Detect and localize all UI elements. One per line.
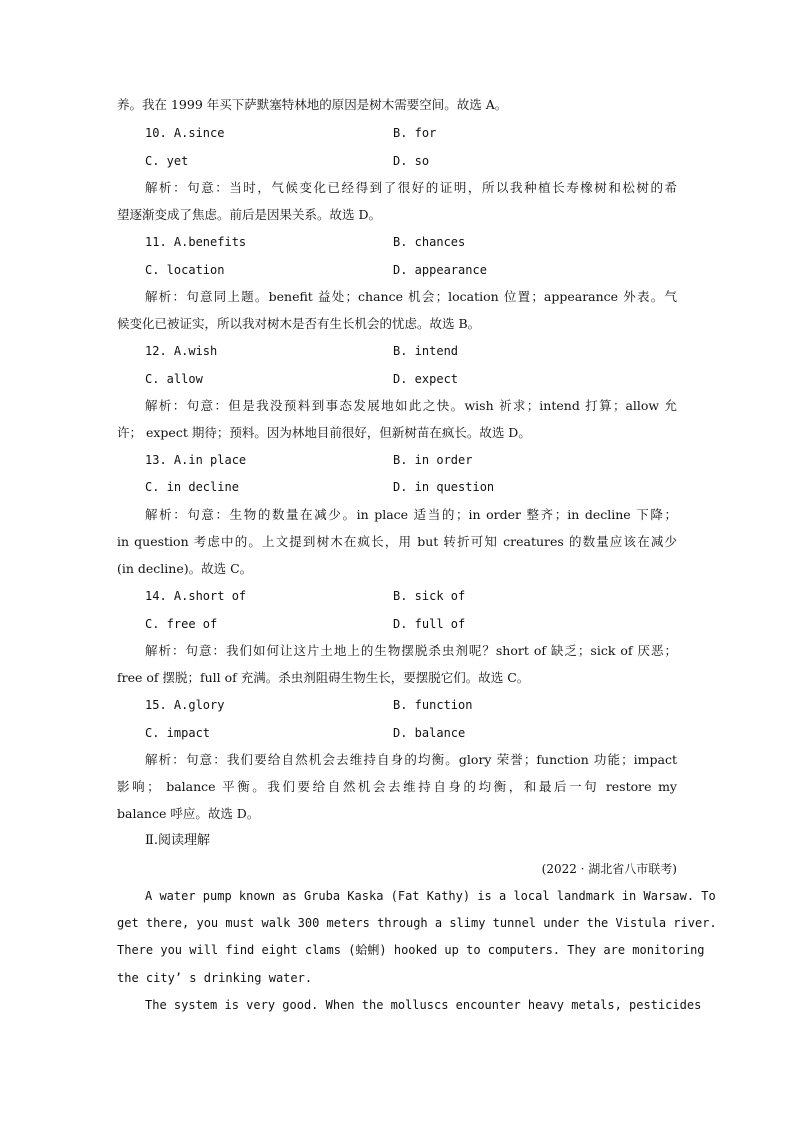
option-a: 14. A.short of	[145, 589, 247, 603]
option-c: C. impact	[145, 726, 211, 740]
source-note: (2022 · 湖北省八市联考)	[541, 862, 677, 876]
explanation-line: 候变化已被证实，所以我对树木是否有生长机会的忧虑。故选 B。	[117, 316, 481, 331]
option-b: B. in order	[393, 453, 473, 467]
option-a: 11. A.benefits	[145, 235, 247, 249]
explanation-line: 解析：句意：当时，气候变化已经得到了很好的证明，所以我种植长寿橡树和松树的希	[145, 180, 677, 195]
explanation-line: 解析：句意同上题。benefit 益处；chance 机会；location 位置；appearance 外表。气	[145, 289, 677, 304]
option-d: D. so	[393, 154, 430, 168]
option-b: B. function	[393, 698, 473, 712]
explanation-line: 许； expect 期待；预料。因为林地目前很好，但新树苗在疯长。故选 D。	[117, 425, 531, 440]
option-b: B. sick of	[393, 589, 466, 603]
option-a: 12. A.wish	[145, 344, 218, 358]
option-d: D. expect	[393, 372, 459, 386]
explanation-line: 解析：句意：我们要给自然机会去维持自身的均衡。glory 荣誉；function 功能；impact	[145, 752, 677, 767]
option-a: 13. A.in place	[145, 453, 247, 467]
text-line: 养。我在 1999 年买下萨默塞特林地的原因是树木需要空间。故选 A。	[117, 97, 508, 112]
option-a: 10. A.since	[145, 126, 225, 140]
explanation-line: 望逐渐变成了焦虑。前后是因果关系。故选 D。	[117, 207, 381, 222]
explanation-line: 影响； balance 平衡。我们要给自然机会去维持自身的均衡，和最后一句 restore my	[117, 779, 677, 794]
passage-line: get there, you must walk 300 meters through a slimy tunnel under the Vistula river.	[117, 916, 717, 930]
passage-line: The system is very good. When the molluscs encounter heavy metals, pesticides	[145, 998, 702, 1012]
option-b: B. for	[393, 126, 437, 140]
explanation-line: 解析：句意：生物的数量在减少。in place 适当的；in order 整齐；in decline 下降；	[145, 507, 677, 522]
explanation-line: (in decline)。故选 C。	[117, 561, 253, 576]
option-b: B. intend	[393, 344, 459, 358]
option-c: C. yet	[145, 154, 189, 168]
passage-line: the city’ s drinking water.	[117, 971, 313, 985]
option-d: D. full of	[393, 617, 466, 631]
option-c: C. allow	[145, 372, 203, 386]
option-d: D. appearance	[393, 263, 487, 277]
option-d: D. balance	[393, 726, 466, 740]
explanation-line: balance 呼应。故选 D。	[117, 806, 260, 821]
explanation-line: in question 考虑中的。上文提到树木在疯长，用 but 转折可知 creatures 的数量应该在减少	[117, 534, 677, 549]
section-heading: Ⅱ.阅读理解	[145, 833, 210, 848]
option-a: 15. A.glory	[145, 698, 225, 712]
passage-line: There you will find eight clams (蛤蜊) hooked up to computers. They are monitoring	[117, 943, 705, 957]
explanation-line: free of 摆脱；full of 充满。杀虫剂阻碍生物生长，要摆脱它们。故选 C。	[117, 670, 530, 685]
explanation-line: 解析：句意：但是我没预料到事态发展地如此之快。wish 祈求；intend 打算；allow 允	[145, 398, 677, 413]
option-b: B. chances	[393, 235, 466, 249]
option-c: C. location	[145, 263, 225, 277]
option-d: D. in question	[393, 480, 495, 494]
option-c: C. in decline	[145, 480, 239, 494]
explanation-line: 解析：句意：我们如何让这片土地上的生物摆脱杀虫剂呢？short of 缺乏；sick of 厌恶；	[145, 643, 677, 658]
passage-line: A water pump known as Gruba Kaska (Fat Kathy) is a local landmark in Warsaw. To	[145, 889, 716, 903]
option-c: C. free of	[145, 617, 218, 631]
